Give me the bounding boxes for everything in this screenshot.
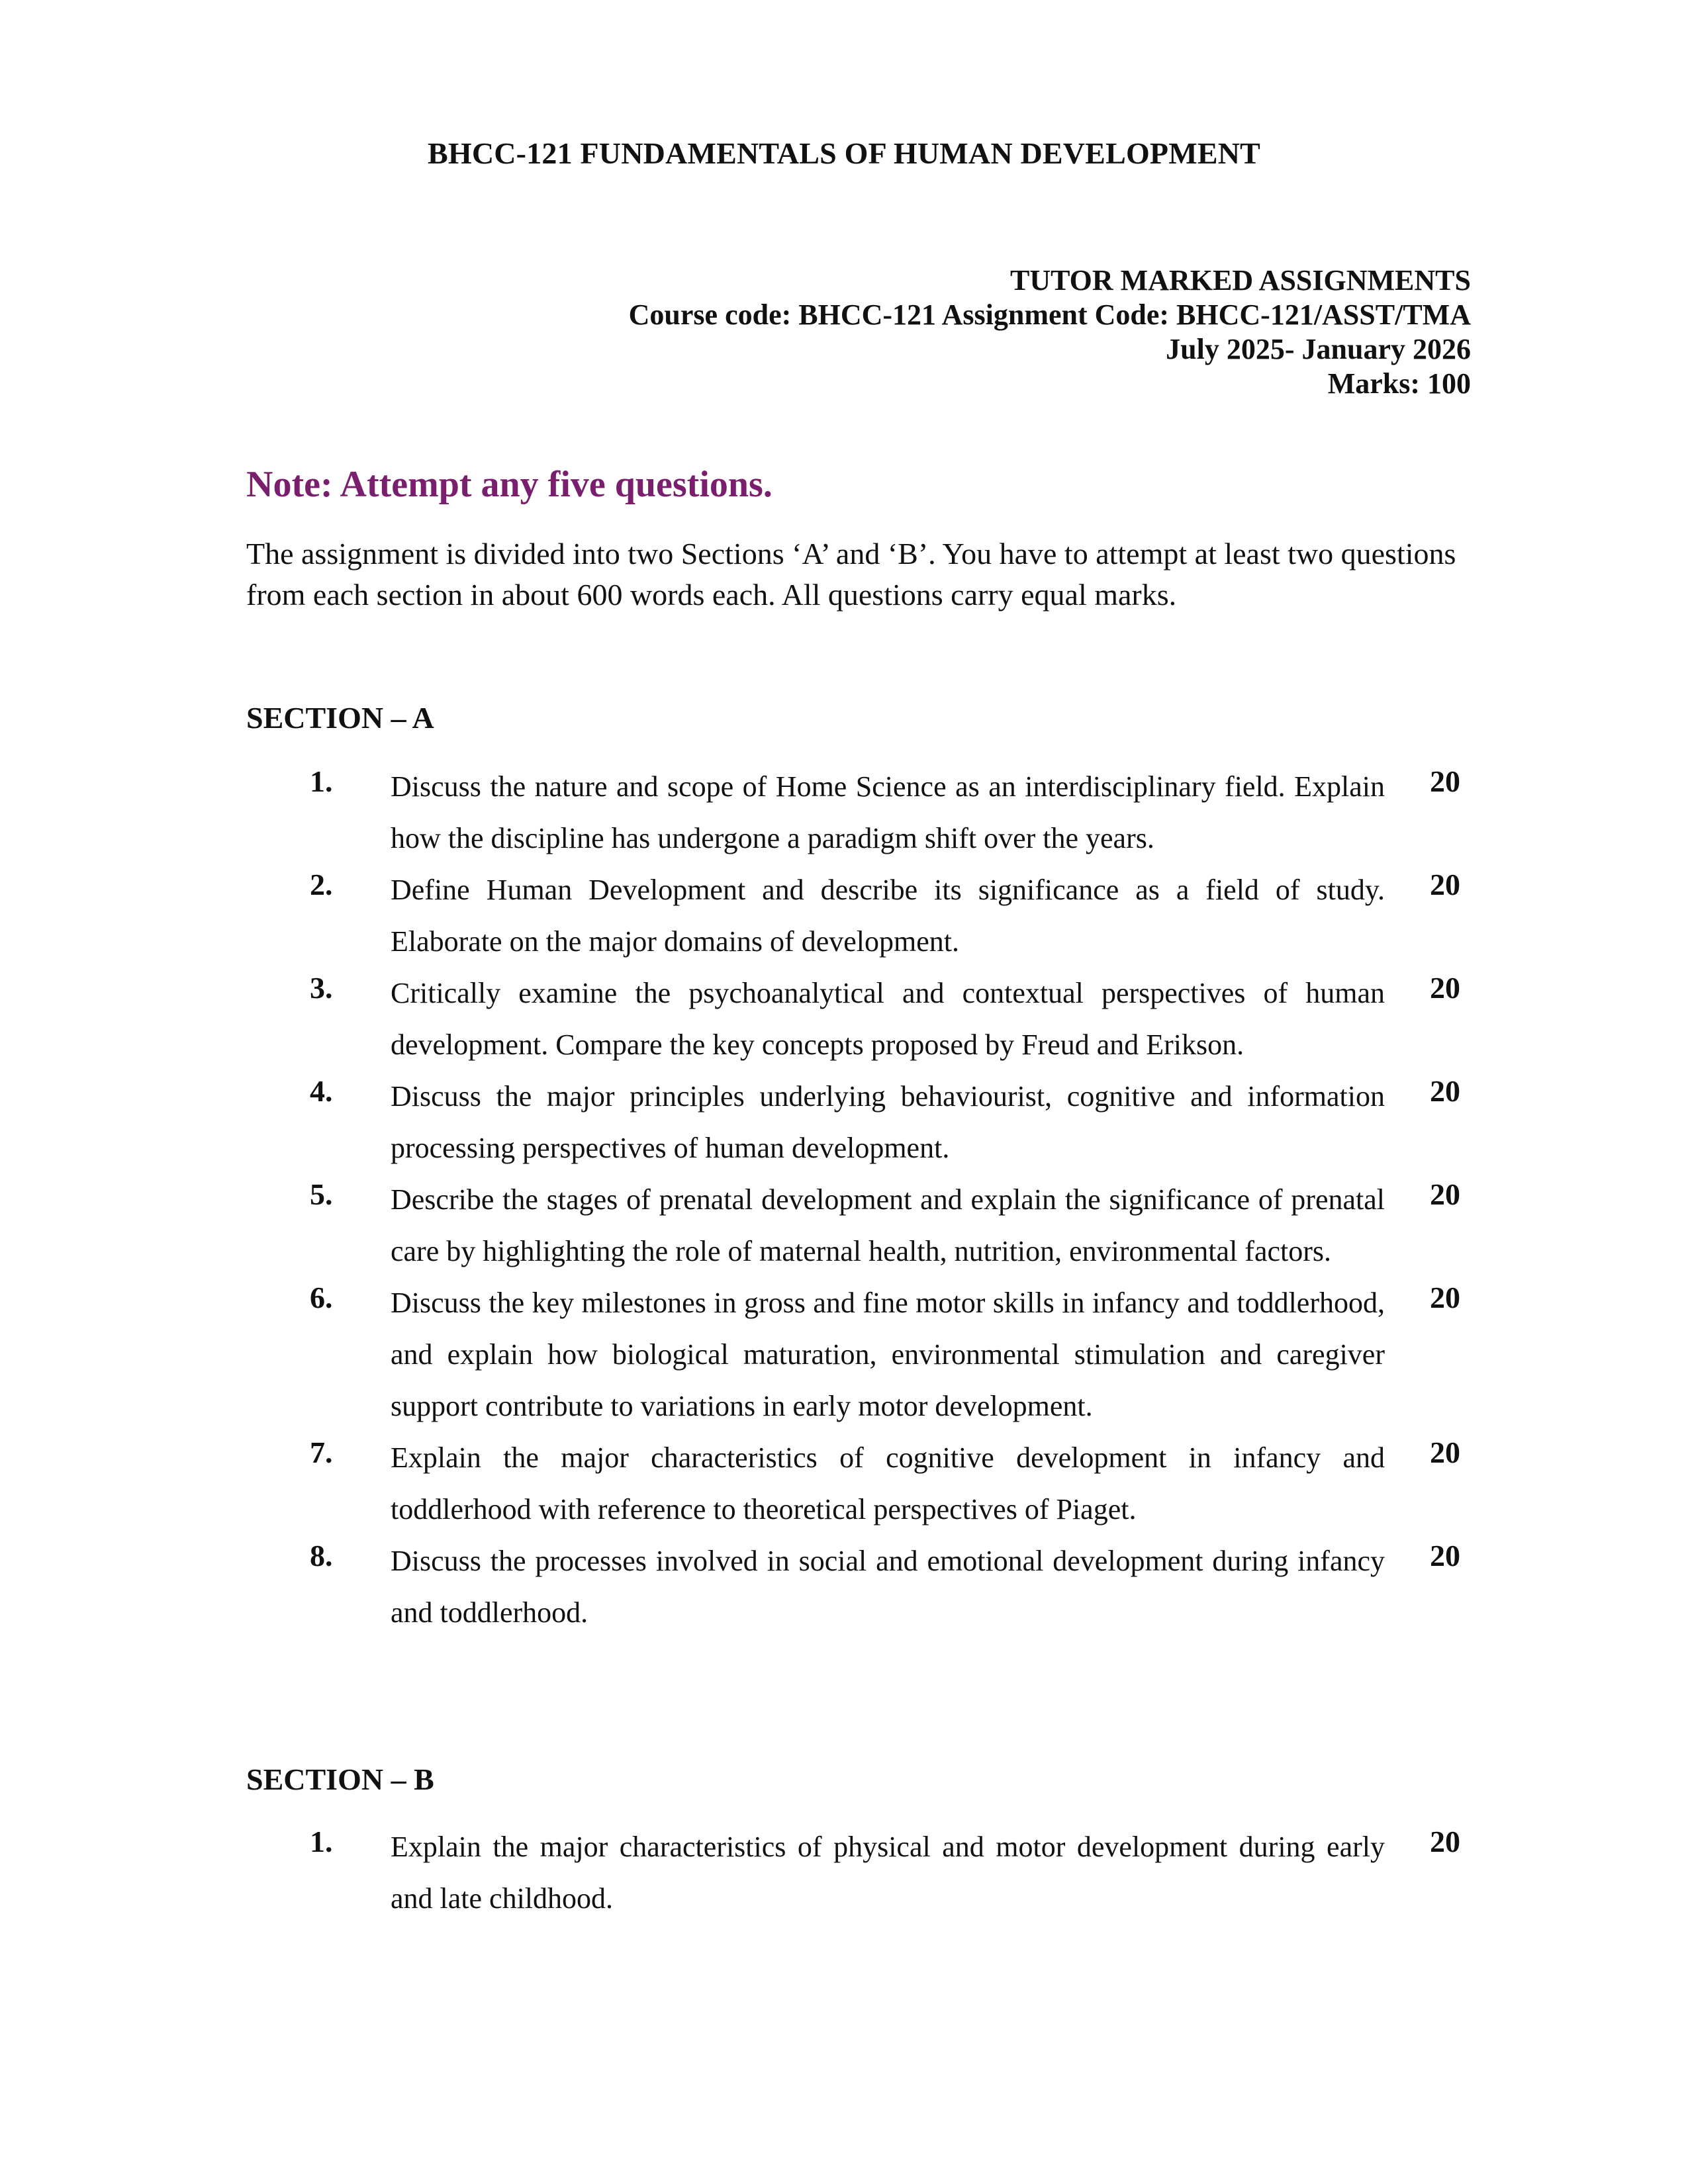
question-number: 2.: [310, 868, 333, 901]
header-line-tma: TUTOR MARKED ASSIGNMENTS: [1010, 264, 1471, 296]
assignment-header: [629, 263, 1471, 401]
question-number: 6.: [310, 1281, 333, 1314]
intro-paragraph: The assignment is divided into two Sections ‘A’ and ‘B’. You have to attempt at least two questions from each section in about 600 words each. All questions carry equal marks.: [246, 537, 1456, 612]
question-item: [0, 761, 1688, 864]
section-a-questions: [0, 761, 1688, 1639]
question-item: [0, 1535, 1688, 1639]
section-b-questions: [0, 1821, 1688, 1925]
question-marks: 20: [1430, 1435, 1460, 1469]
question-number: 7.: [310, 1435, 333, 1469]
question-item: [0, 864, 1688, 968]
question-number: 8.: [310, 1539, 333, 1572]
question-text: Discuss the nature and scope of Home Science as an interdisciplinary field. Explain how the discipline has undergone a paradigm shift over the years.: [391, 770, 1385, 854]
question-text: Critically examine the psychoanalytical and contextual perspectives of human development. Compare the key concepts proposed by Freud and Erikson.: [391, 977, 1385, 1061]
question-item: [0, 1821, 1688, 1925]
question-text: Define Human Development and describe its significance as a field of study. Elaborate on the major domains of development.: [391, 874, 1385, 958]
question-marks: 20: [1430, 1539, 1460, 1572]
question-text: Discuss the key milestones in gross and fine motor skills in infancy and toddlerhood, and explain how biological maturation, environmental stimulation and caregiver support contribute to variations in early motor development.: [391, 1287, 1385, 1422]
question-marks: 20: [1430, 1177, 1460, 1211]
question-marks: 20: [1430, 971, 1460, 1005]
question-text: Describe the stages of prenatal development and explain the significance of prenatal care by highlighting the role of maternal health, nutrition, environmental factors.: [391, 1183, 1385, 1267]
question-item: [0, 1432, 1688, 1535]
question-item: [0, 1071, 1688, 1174]
question-marks: 20: [1430, 868, 1460, 901]
question-item: [0, 1277, 1688, 1432]
question-item: [0, 968, 1688, 1071]
question-number: 5.: [310, 1177, 333, 1211]
question-marks: 20: [1430, 764, 1460, 798]
question-marks: 20: [1430, 1281, 1460, 1314]
question-text: Discuss the processes involved in social and emotional development during infancy and toddlerhood.: [391, 1545, 1385, 1629]
header-line-session: July 2025- January 2026: [1166, 333, 1471, 365]
question-text: Explain the major characteristics of physical and motor development during early and late childhood.: [391, 1831, 1385, 1915]
note-heading: Note: Attempt any five questions.: [246, 464, 773, 505]
question-item: [0, 1174, 1688, 1277]
question-marks: 20: [1430, 1074, 1460, 1108]
section-a-title: SECTION – A: [246, 701, 434, 735]
question-number: 4.: [310, 1074, 333, 1108]
question-marks: 20: [1430, 1825, 1460, 1858]
header-line-codes: Course code: BHCC-121 Assignment Code: BHCC-121/ASST/TMA: [628, 298, 1471, 331]
course-title: BHCC-121 FUNDAMENTALS OF HUMAN DEVELOPMENT: [427, 136, 1261, 170]
section-b-title: SECTION – B: [246, 1762, 434, 1796]
question-text: Explain the major characteristics of cognitive development in infancy and toddlerhood with reference to theoretical perspectives of Piaget.: [391, 1441, 1385, 1525]
question-number: 3.: [310, 971, 333, 1005]
question-number: 1.: [310, 1825, 333, 1858]
question-number: 1.: [310, 764, 333, 798]
header-line-marks: Marks: 100: [1327, 367, 1471, 400]
question-text: Discuss the major principles underlying behaviourist, cognitive and information processing perspectives of human development.: [391, 1080, 1385, 1164]
